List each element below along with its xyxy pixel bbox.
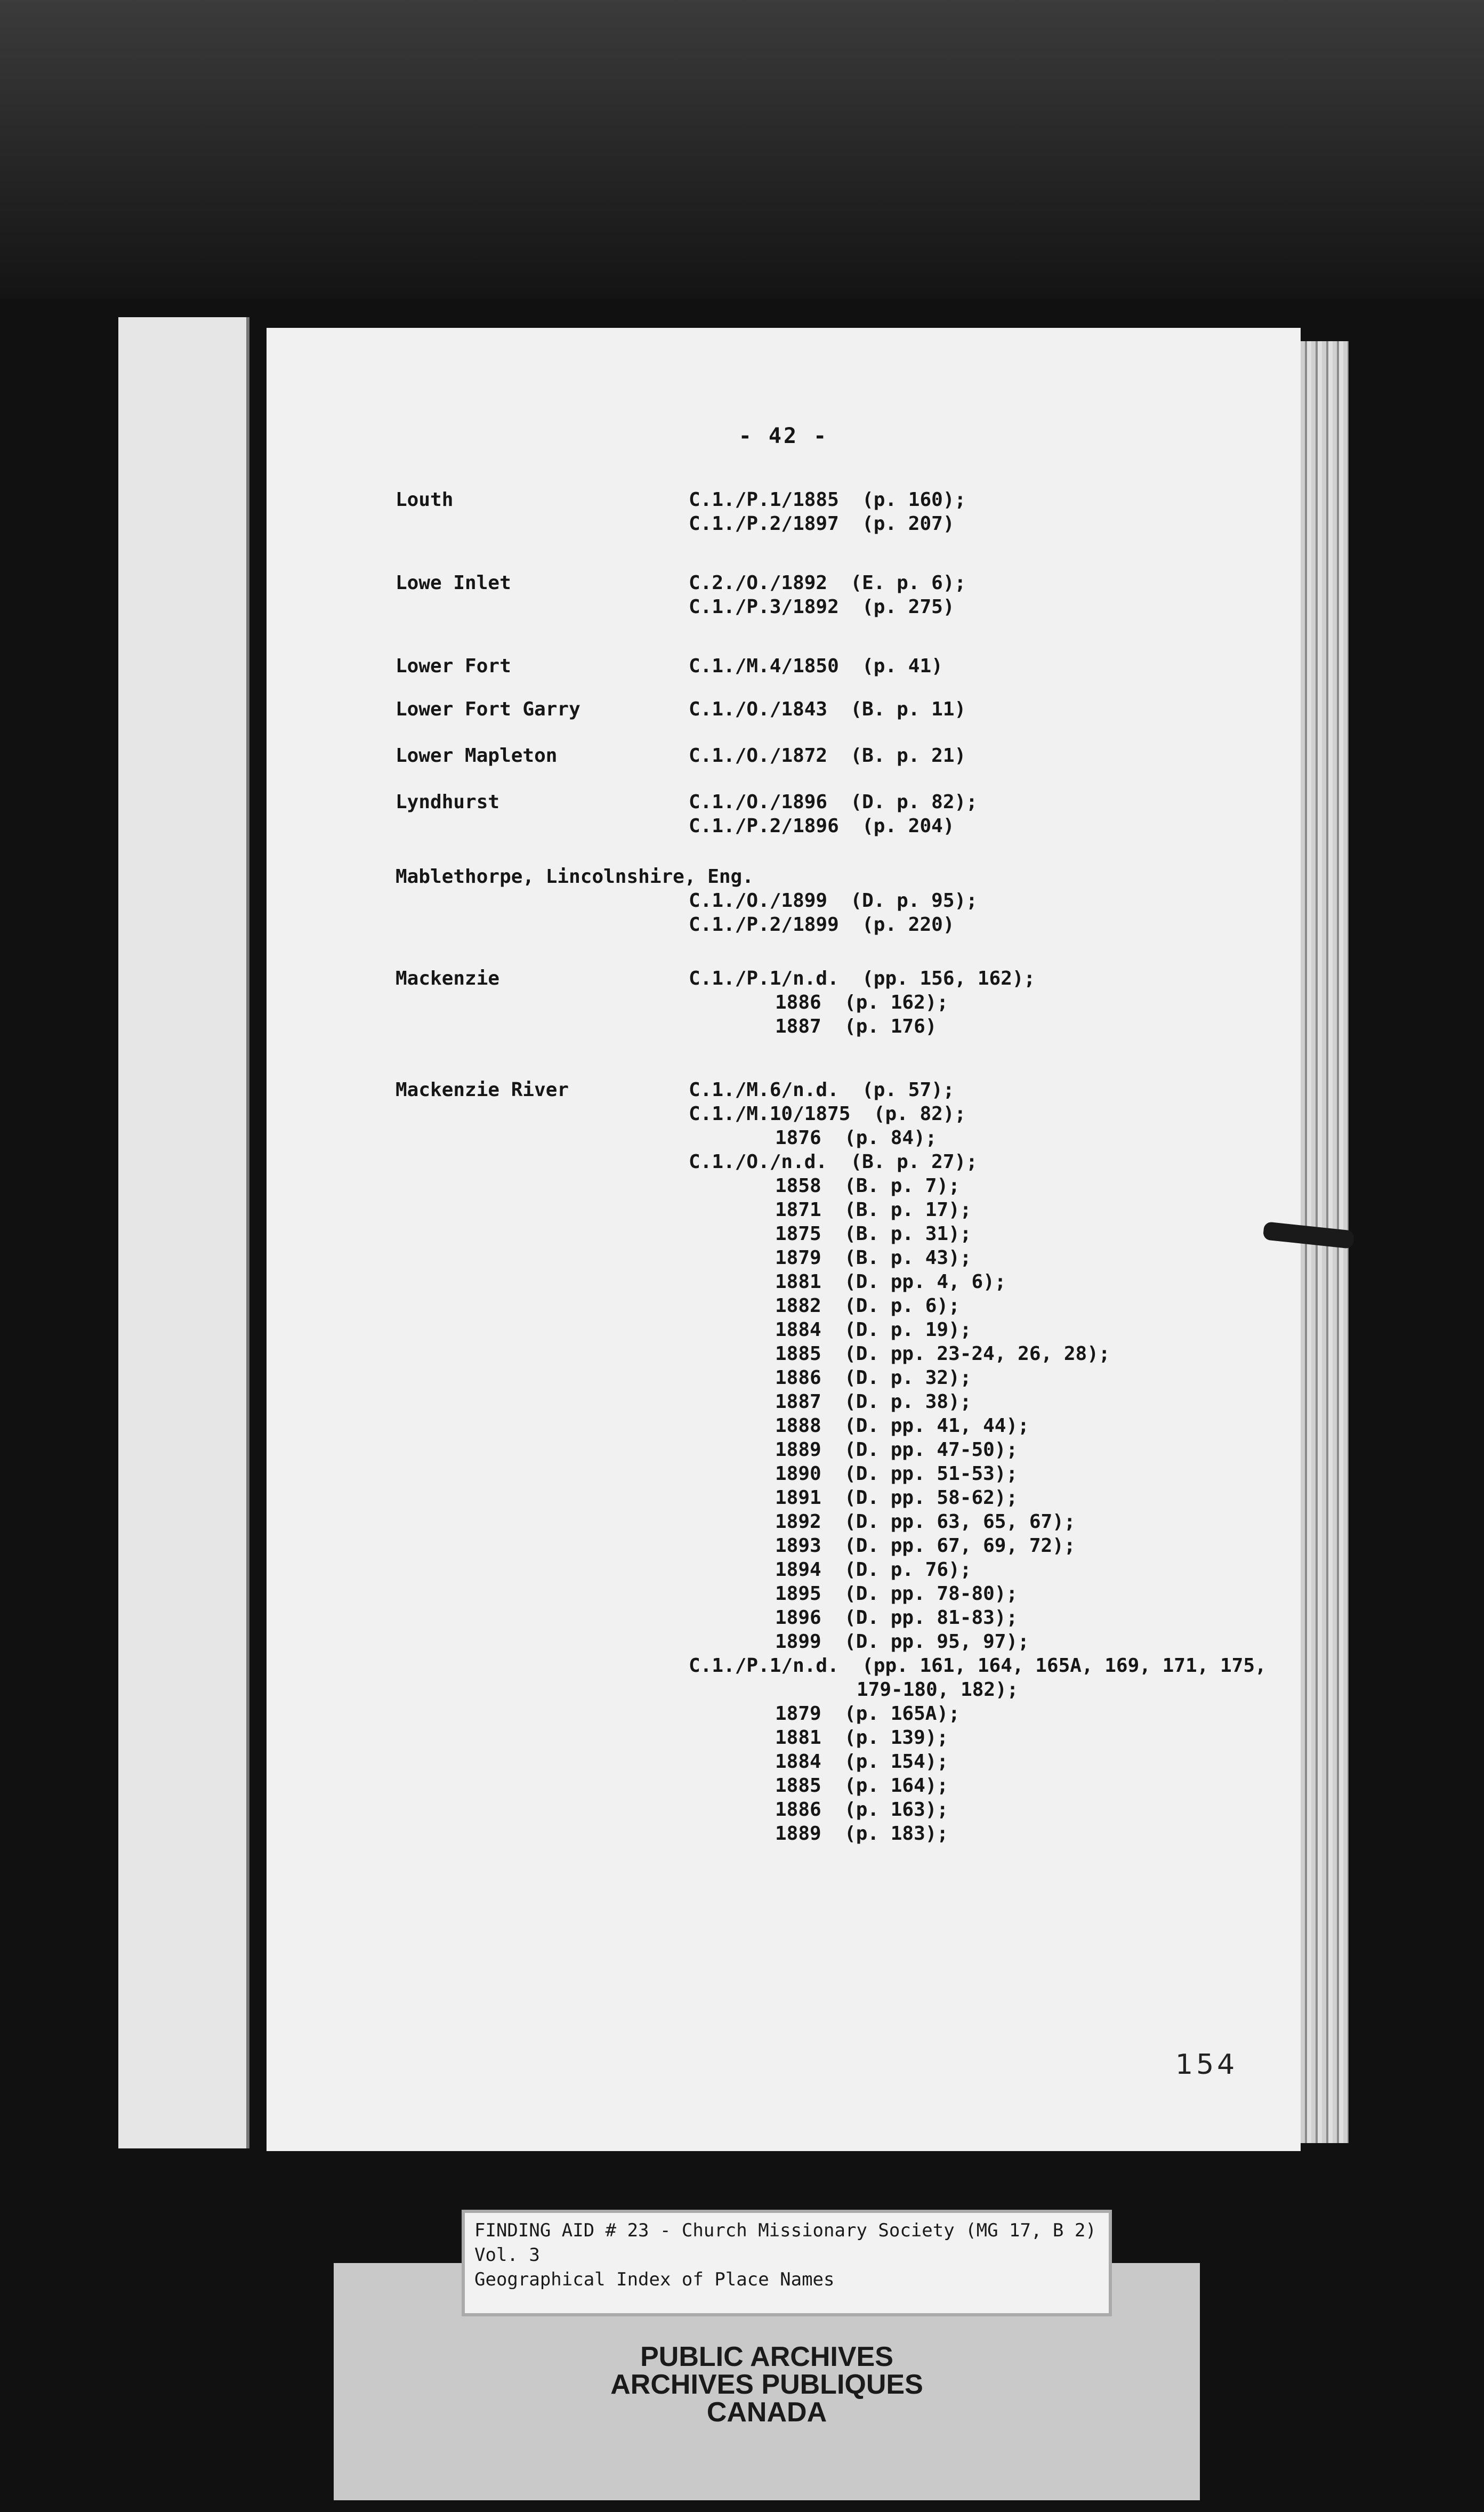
reference-line: 1881 (p. 139); [775, 1727, 949, 1749]
reference-line: 1892 (D. pp. 63, 65, 67); [775, 1511, 1076, 1533]
label-line-1: FINDING AID # 23 - Church Missionary Society (MG 17, B 2) [474, 2220, 1096, 2241]
reference-line: C.1./O./1872 (B. p. 21) [689, 745, 966, 767]
reference-line: C.1./P.2/1896 (p. 204) [689, 815, 955, 837]
reference-line: 1896 (D. pp. 81-83); [775, 1607, 1018, 1629]
document-page [267, 328, 1301, 2151]
reference-line: 1894 (D. p. 76); [775, 1559, 972, 1581]
reference-line: 1884 (D. p. 19); [775, 1319, 972, 1341]
place-name: Mackenzie [396, 968, 500, 989]
reference-line: 1886 (p. 163); [775, 1799, 949, 1821]
reference-line: 1881 (D. pp. 4, 6); [775, 1271, 1006, 1293]
folio-number: 154 [1175, 2049, 1238, 2081]
facing-page-edge [118, 317, 249, 2148]
reference-line: 1885 (p. 164); [775, 1775, 949, 1797]
finding-aid-label [462, 2210, 1112, 2316]
reference-line: 1891 (D. pp. 58-62); [775, 1487, 1018, 1509]
reference-line: C.1./P.1/1885 (p. 160); [689, 489, 966, 511]
place-name: Louth [396, 489, 454, 511]
place-index [267, 488, 1301, 1846]
reference-line: 1885 (D. pp. 23-24, 26, 28); [775, 1343, 1110, 1365]
reference-line: 1879 (p. 165A); [775, 1703, 960, 1725]
reference-line: 1899 (D. pp. 95, 97); [775, 1631, 1029, 1653]
place-name: Lyndhurst [396, 791, 500, 813]
reference-line: C.1./P.1/n.d. (pp. 161, 164, 165A, 169, 171, 175, [689, 1655, 1267, 1677]
scan-background [0, 0, 1484, 299]
place-name: Lower Fort [396, 655, 511, 677]
reference-line: 1889 (D. pp. 47-50); [775, 1439, 1018, 1461]
stamp-line-2: ARCHIVES PUBLIQUES [610, 2369, 923, 2400]
label-line-2: Vol. 3 [474, 2244, 540, 2266]
page-number: - 42 - [738, 424, 829, 448]
reference-line: C.2./O./1892 (E. p. 6); [689, 572, 966, 594]
place-name: Lower Mapleton [396, 745, 558, 767]
reference-list [267, 889, 1301, 937]
stamp-line-3: CANADA [706, 2397, 827, 2428]
reference-line: 1890 (D. pp. 51-53); [775, 1463, 1018, 1485]
reference-line: C.1./O./1896 (D. p. 82); [689, 791, 978, 813]
index-entry [267, 967, 1301, 1038]
reference-list [267, 1078, 1301, 1846]
reference-line: 1889 (p. 183); [775, 1823, 949, 1845]
reference-line: C.1./M.6/n.d. (p. 57); [689, 1079, 955, 1101]
index-entry [267, 571, 1301, 619]
index-entry [267, 790, 1301, 838]
index-entry [267, 697, 1301, 721]
reference-line: C.1./M.10/1875 (p. 82); [689, 1103, 966, 1125]
reference-line: 1884 (p. 154); [775, 1751, 949, 1773]
reference-line: 1887 (p. 176) [775, 1016, 937, 1037]
reference-line: C.1./P.3/1892 (p. 275) [689, 596, 955, 618]
reference-line: C.1./P.2/1897 (p. 207) [689, 513, 955, 535]
reference-line: C.1./P.2/1899 (p. 220) [689, 914, 955, 936]
index-entry [267, 744, 1301, 768]
place-name: Mablethorpe, Lincolnshire, Eng. [396, 866, 754, 888]
reference-line: 1876 (p. 84); [775, 1127, 937, 1149]
reference-line: 179-180, 182); [857, 1679, 1019, 1701]
place-name: Lowe Inlet [396, 572, 511, 594]
index-entry [267, 865, 1301, 937]
reference-line: 1893 (D. pp. 67, 69, 72); [775, 1535, 1076, 1557]
reference-line: 1875 (B. p. 31); [775, 1223, 972, 1245]
reference-line: 1895 (D. pp. 78-80); [775, 1583, 1018, 1605]
reference-line: 1886 (D. p. 32); [775, 1367, 972, 1389]
reference-line: C.1./O./1843 (B. p. 11) [689, 698, 966, 720]
place-name: Lower Fort Garry [396, 698, 580, 720]
reference-line: 1871 (B. p. 17); [775, 1199, 972, 1221]
place-name: Mackenzie River [396, 1079, 569, 1101]
reference-line: C.1./O./1899 (D. p. 95); [689, 890, 978, 912]
reference-line: 1887 (D. p. 38); [775, 1391, 972, 1413]
reference-line: 1886 (p. 162); [775, 992, 949, 1013]
index-entry [267, 654, 1301, 678]
reference-line: C.1./P.1/n.d. (pp. 156, 162); [689, 968, 1036, 989]
reference-line: C.1./O./n.d. (B. p. 27); [689, 1151, 978, 1173]
reference-line: 1879 (B. p. 43); [775, 1247, 972, 1269]
index-entry [267, 1078, 1301, 1846]
reference-line: 1888 (D. pp. 41, 44); [775, 1415, 1029, 1437]
reference-line: 1858 (B. p. 7); [775, 1175, 960, 1197]
label-line-3: Geographical Index of Place Names [474, 2269, 835, 2290]
reference-line: 1882 (D. p. 6); [775, 1295, 960, 1317]
reference-line: C.1./M.4/1850 (p. 41) [689, 655, 943, 677]
stamp-line-1: PUBLIC ARCHIVES [640, 2341, 893, 2372]
index-entry [267, 488, 1301, 536]
